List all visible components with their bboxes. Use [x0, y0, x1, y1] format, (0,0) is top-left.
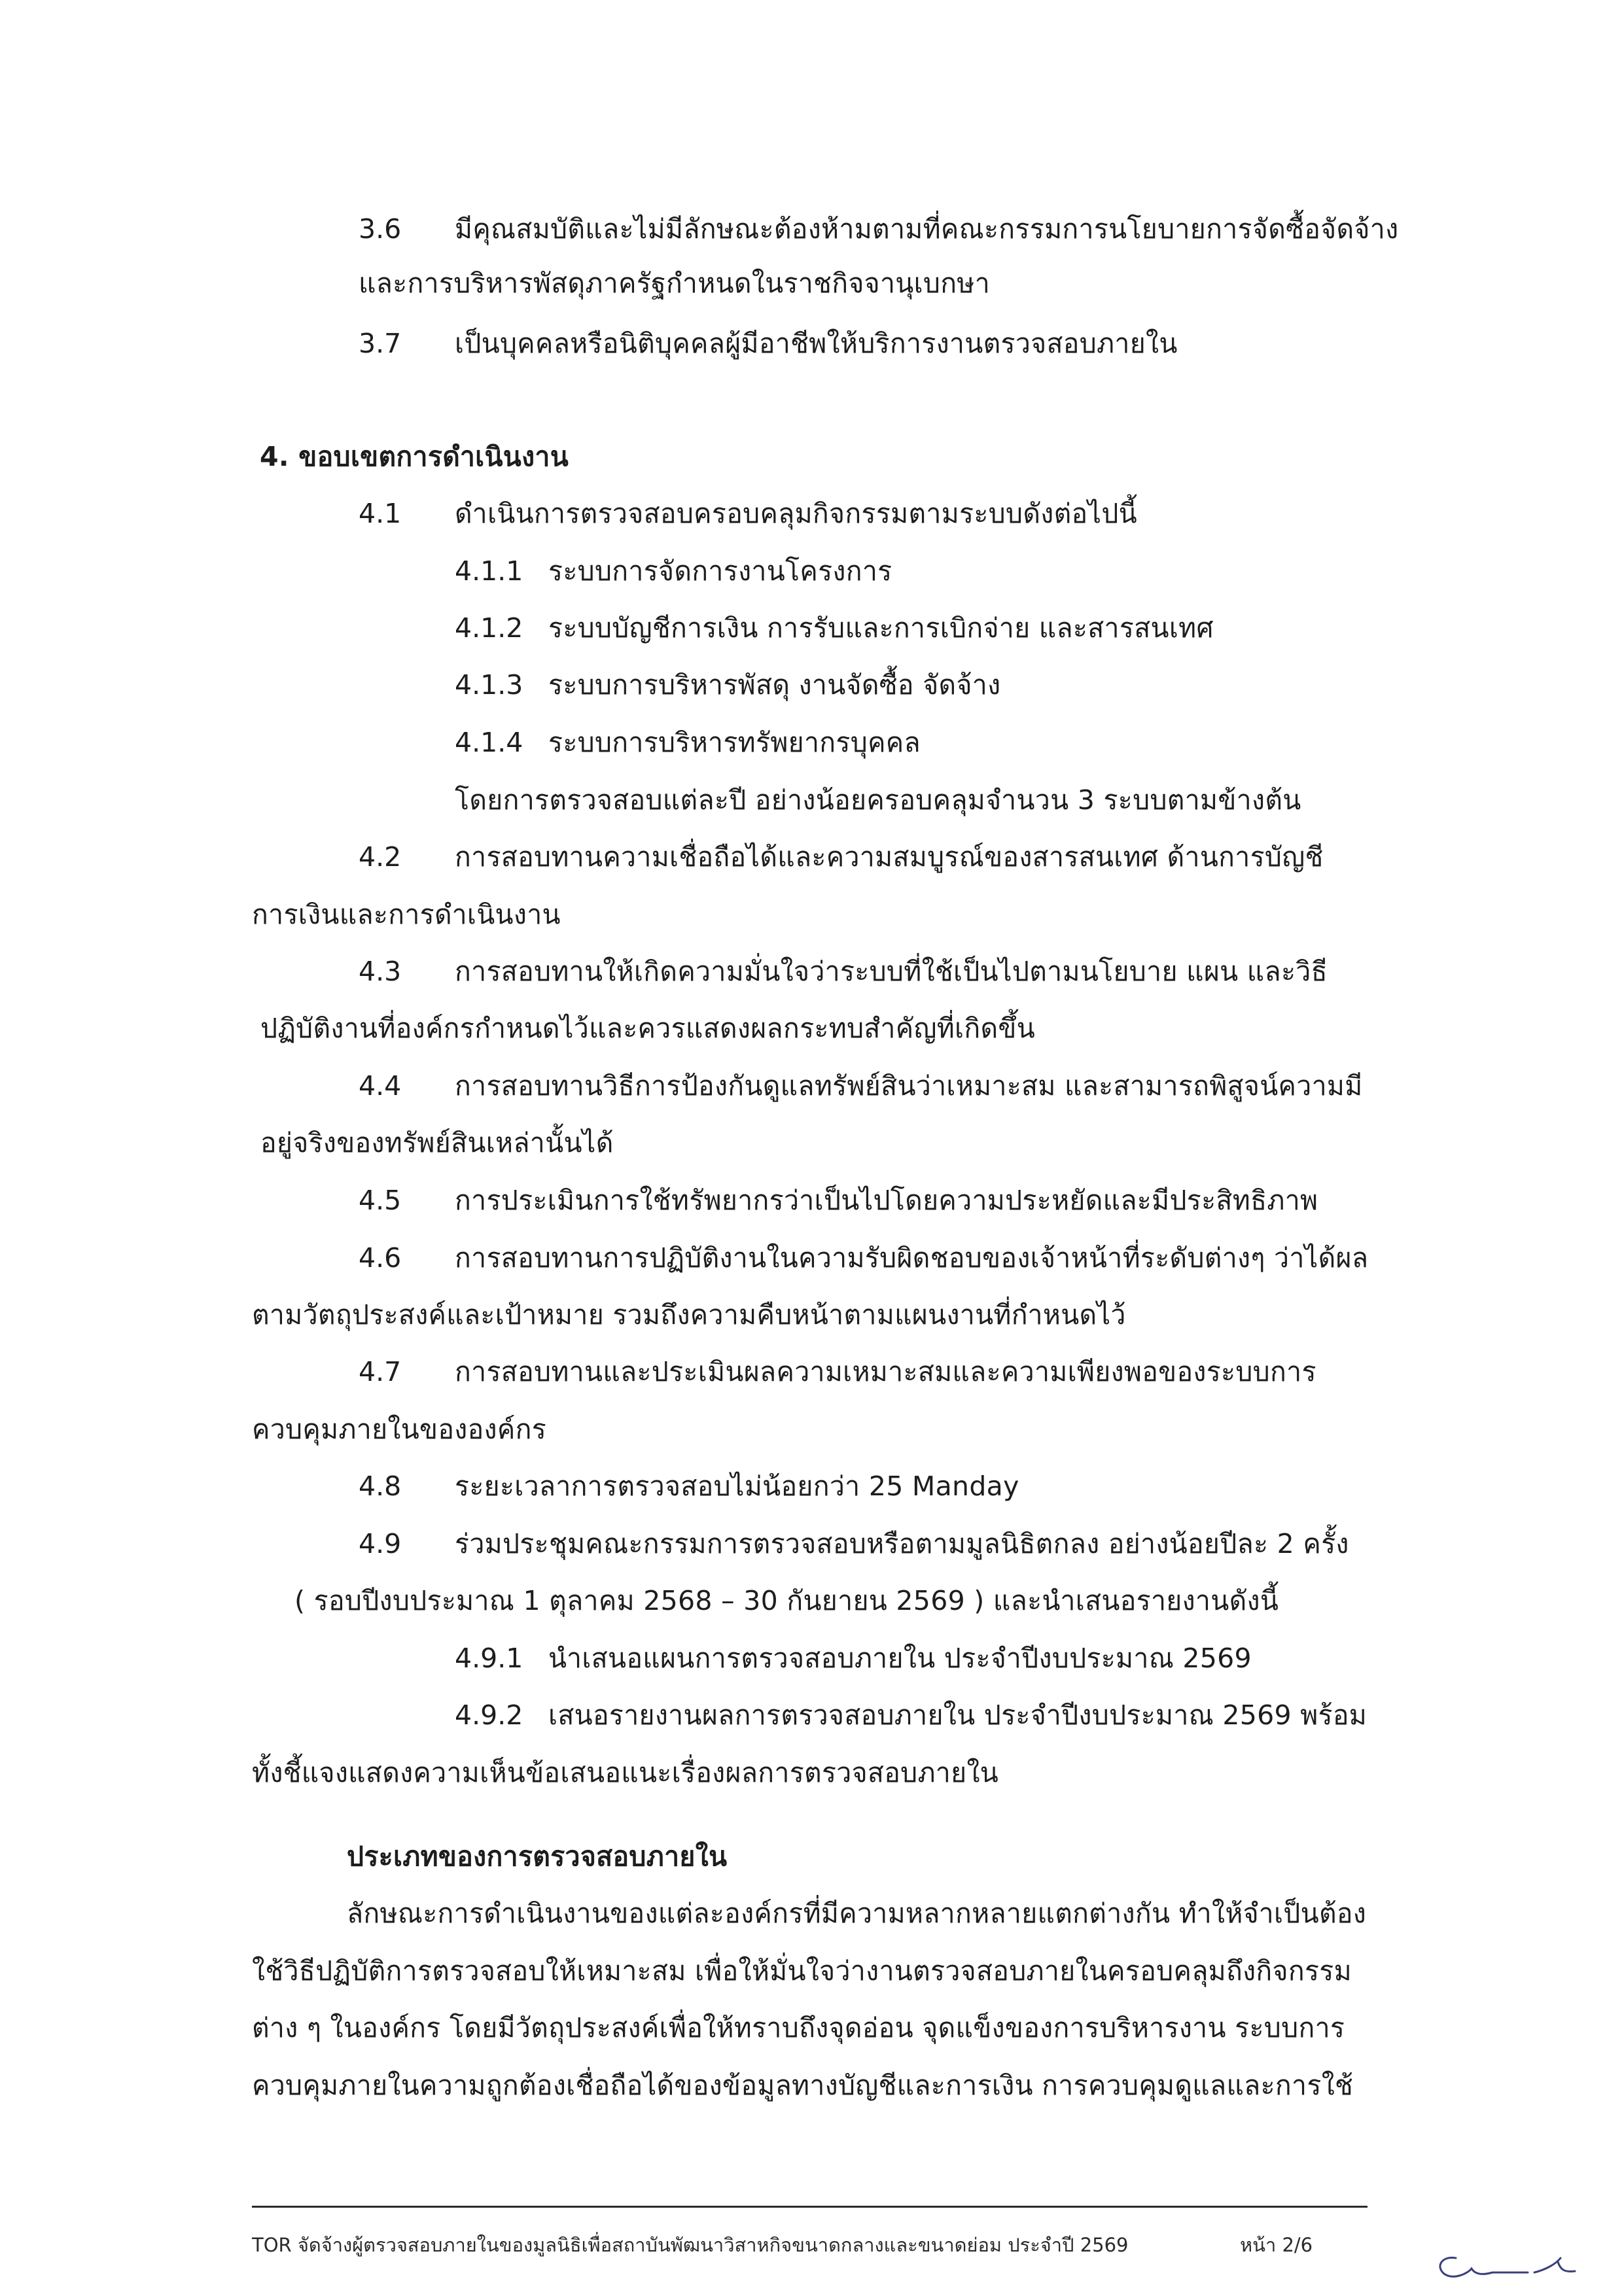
- subitem-number: 4.1.3: [455, 669, 523, 701]
- item-text: การสอบทานให้เกิดความมั่นใจว่าระบบที่ใช้เป็นไปตามนโยบาย แผน และวิธี: [455, 956, 1328, 987]
- item-text: มีคุณสมบัติและไม่มีลักษณะต้องห้ามตามที่คณะกรรมการนโยบายการจัดซื้อจัดจ้าง: [455, 213, 1399, 245]
- item-number: 3.7: [359, 328, 402, 359]
- footer-divider: [252, 2206, 1368, 2208]
- item-text-continued: ปฏิบัติงานที่องค์กรกำหนดไว้และควรแสดงผลกระทบสำคัญที่เกิดขึ้น: [260, 1013, 1036, 1044]
- item-text: ดำเนินการตรวจสอบครอบคลุมกิจกรรมตามระบบดังต่อไปนี้: [455, 498, 1138, 529]
- item-text-continued: และการบริหารพัสดุภาครัฐกำหนดในราชกิจจานุเบกษา: [359, 268, 991, 299]
- item-text-continued: ควบคุมภายในขององค์กร: [252, 1414, 547, 1445]
- subitem-number: 4.1.2: [455, 612, 523, 644]
- paragraph-line: ต่าง ๆ ในองค์กร โดยมีวัตถุประสงค์เพื่อให้ทราบถึงจุดอ่อน จุดแข็งของการบริหารงาน ระบบการ: [252, 2012, 1345, 2044]
- subitem-text: เสนอรายงานผลการตรวจสอบภายใน ประจำปีงบประมาณ 2569 พร้อม: [548, 1699, 1368, 1731]
- subitem-text: ระบบบัญชีการเงิน การรับและการเบิกจ่าย และสารสนเทศ: [548, 612, 1214, 644]
- item-number: 4.1: [359, 498, 402, 529]
- subitem-text: ระบบการบริหารทรัพยากรบุคคล: [548, 727, 921, 758]
- note-text: โดยการตรวจสอบแต่ละปี อย่างน้อยครอบคลุมจำนวน 3 ระบบตามข้างต้น: [455, 784, 1301, 816]
- item-text: เป็นบุคคลหรือนิติบุคคลผู้มีอาชีพให้บริการงานตรวจสอบภายใน: [455, 328, 1178, 359]
- item-text-continued: ( รอบปีงบประมาณ 1 ตุลาคม 2568 – 30 กันยายน 2569 ) และนำเสนอรายงานดังนี้: [294, 1585, 1279, 1616]
- item-text: ร่วมประชุมคณะกรรมการตรวจสอบหรือตามมูลนิธิตกลง อย่างน้อยปีละ 2 ครั้ง: [455, 1528, 1349, 1559]
- subsection-heading: ประเภทของการตรวจสอบภายใน: [347, 1841, 728, 1872]
- item-number: 4.5: [359, 1185, 402, 1216]
- footer-title: TOR จัดจ้างผู้ตรวจสอบภายในของมูลนิธิเพื่อสถาบันพัฒนาวิสาหกิจขนาดกลางและขนาดย่อม ประจำปี 2569: [252, 2234, 1129, 2256]
- item-number: 4.9: [359, 1528, 402, 1559]
- subitem-number: 4.9.1: [455, 1643, 523, 1674]
- item-text: การสอบทานความเชื่อถือได้และความสมบูรณ์ของสารสนเทศ ด้านการบัญชี: [455, 841, 1324, 873]
- footer-page-number: หน้า 2/6: [1240, 2234, 1313, 2256]
- item-text: การประเมินการใช้ทรัพยากรว่าเป็นไปโดยความประหยัดและมีประสิทธิภาพ: [455, 1185, 1318, 1216]
- subitem-number: 4.9.2: [455, 1699, 523, 1731]
- subitem-text: ระบบการจัดการงานโครงการ: [548, 555, 892, 587]
- subitem-text: ระบบการบริหารพัสดุ งานจัดซื้อ จัดจ้าง: [548, 669, 1001, 701]
- item-number: 4.7: [359, 1356, 402, 1387]
- subitem-text-continued: ทั้งชี้แจงแสดงความเห็นข้อเสนอแนะเรื่องผลการตรวจสอบภายใน: [252, 1757, 999, 1788]
- item-text-continued: ตามวัตถุประสงค์และเป้าหมาย รวมถึงความคืบหน้าตามแผนงานที่กำหนดไว้: [252, 1299, 1126, 1331]
- item-text-continued: การเงินและการดำเนินงาน: [252, 899, 561, 930]
- subitem-text: นำเสนอแผนการตรวจสอบภายใน ประจำปีงบประมาณ 2569: [548, 1643, 1252, 1674]
- item-number: 4.8: [359, 1470, 402, 1502]
- paragraph-line: ใช้วิธีปฏิบัติการตรวจสอบให้เหมาะสม เพื่อให้มั่นใจว่างานตรวจสอบภายในครอบคลุมถึงกิจกรรม: [252, 1955, 1352, 1987]
- paragraph-line: ควบคุมภายในความถูกต้องเชื่อถือได้ของข้อมูลทางบัญชีและการเงิน การควบคุมดูแลและการใช้: [252, 2070, 1354, 2101]
- handwritten-initials: [1430, 2244, 1593, 2289]
- item-number: 3.6: [359, 213, 402, 245]
- item-text: การสอบทานการปฏิบัติงานในความรับผิดชอบของเจ้าหน้าที่ระดับต่างๆ ว่าได้ผล: [455, 1242, 1369, 1274]
- item-text-continued: อยู่จริงของทรัพย์สินเหล่านั้นได้: [260, 1127, 614, 1158]
- item-text: การสอบทานและประเมินผลความเหมาะสมและความเพียงพอของระบบการ: [455, 1356, 1316, 1387]
- item-number: 4.2: [359, 841, 402, 873]
- paragraph-line: ลักษณะการดำเนินงานของแต่ละองค์กรที่มีความหลากหลายแตกต่างกัน ทำให้จำเป็นต้อง: [347, 1898, 1367, 1929]
- item-number: 4.6: [359, 1242, 402, 1274]
- item-text: การสอบทานวิธีการป้องกันดูแลทรัพย์สินว่าเหมาะสม และสามารถพิสูจน์ความมี: [455, 1070, 1363, 1102]
- subitem-number: 4.1.4: [455, 727, 523, 758]
- item-number: 4.3: [359, 956, 402, 987]
- item-number: 4.4: [359, 1070, 402, 1102]
- item-text: ระยะเวลาการตรวจสอบไม่น้อยกว่า 25 Manday: [455, 1470, 1019, 1502]
- section-heading: 4. ขอบเขตการดำเนินงาน: [260, 441, 569, 472]
- subitem-number: 4.1.1: [455, 555, 523, 587]
